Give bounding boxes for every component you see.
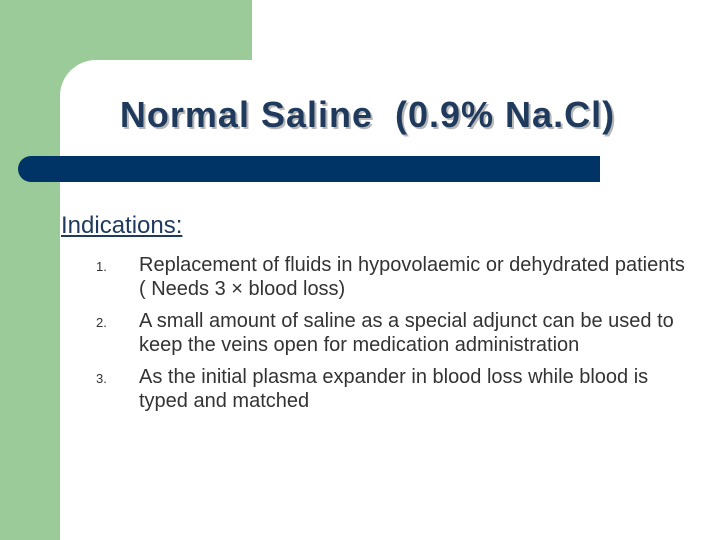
list-item-number: 2.: [96, 315, 107, 330]
list-item: [96, 365, 686, 413]
list-item-text: As the initial plasma expander in blood loss while blood is typed and matched: [139, 366, 649, 412]
title-underline-bar: [18, 156, 600, 182]
slide-title: Normal Saline (0.9% Na.Cl): [119, 94, 616, 135]
list-item-number: 3.: [96, 371, 107, 386]
list-item: [96, 309, 686, 357]
list-item-number: 1.: [96, 259, 107, 274]
list-item-text: A small amount of saline as a special adjunct can be used to keep the veins open for medication administration: [139, 310, 674, 356]
section-heading: Indications:: [61, 212, 183, 239]
list-item: [96, 253, 686, 301]
decor-green-stripe: [0, 0, 60, 540]
list-item-text: Replacement of fluids in hypovolaemic or dehydrated patients ( Needs 3 × blood loss): [139, 254, 685, 300]
indications-list: [96, 253, 686, 413]
